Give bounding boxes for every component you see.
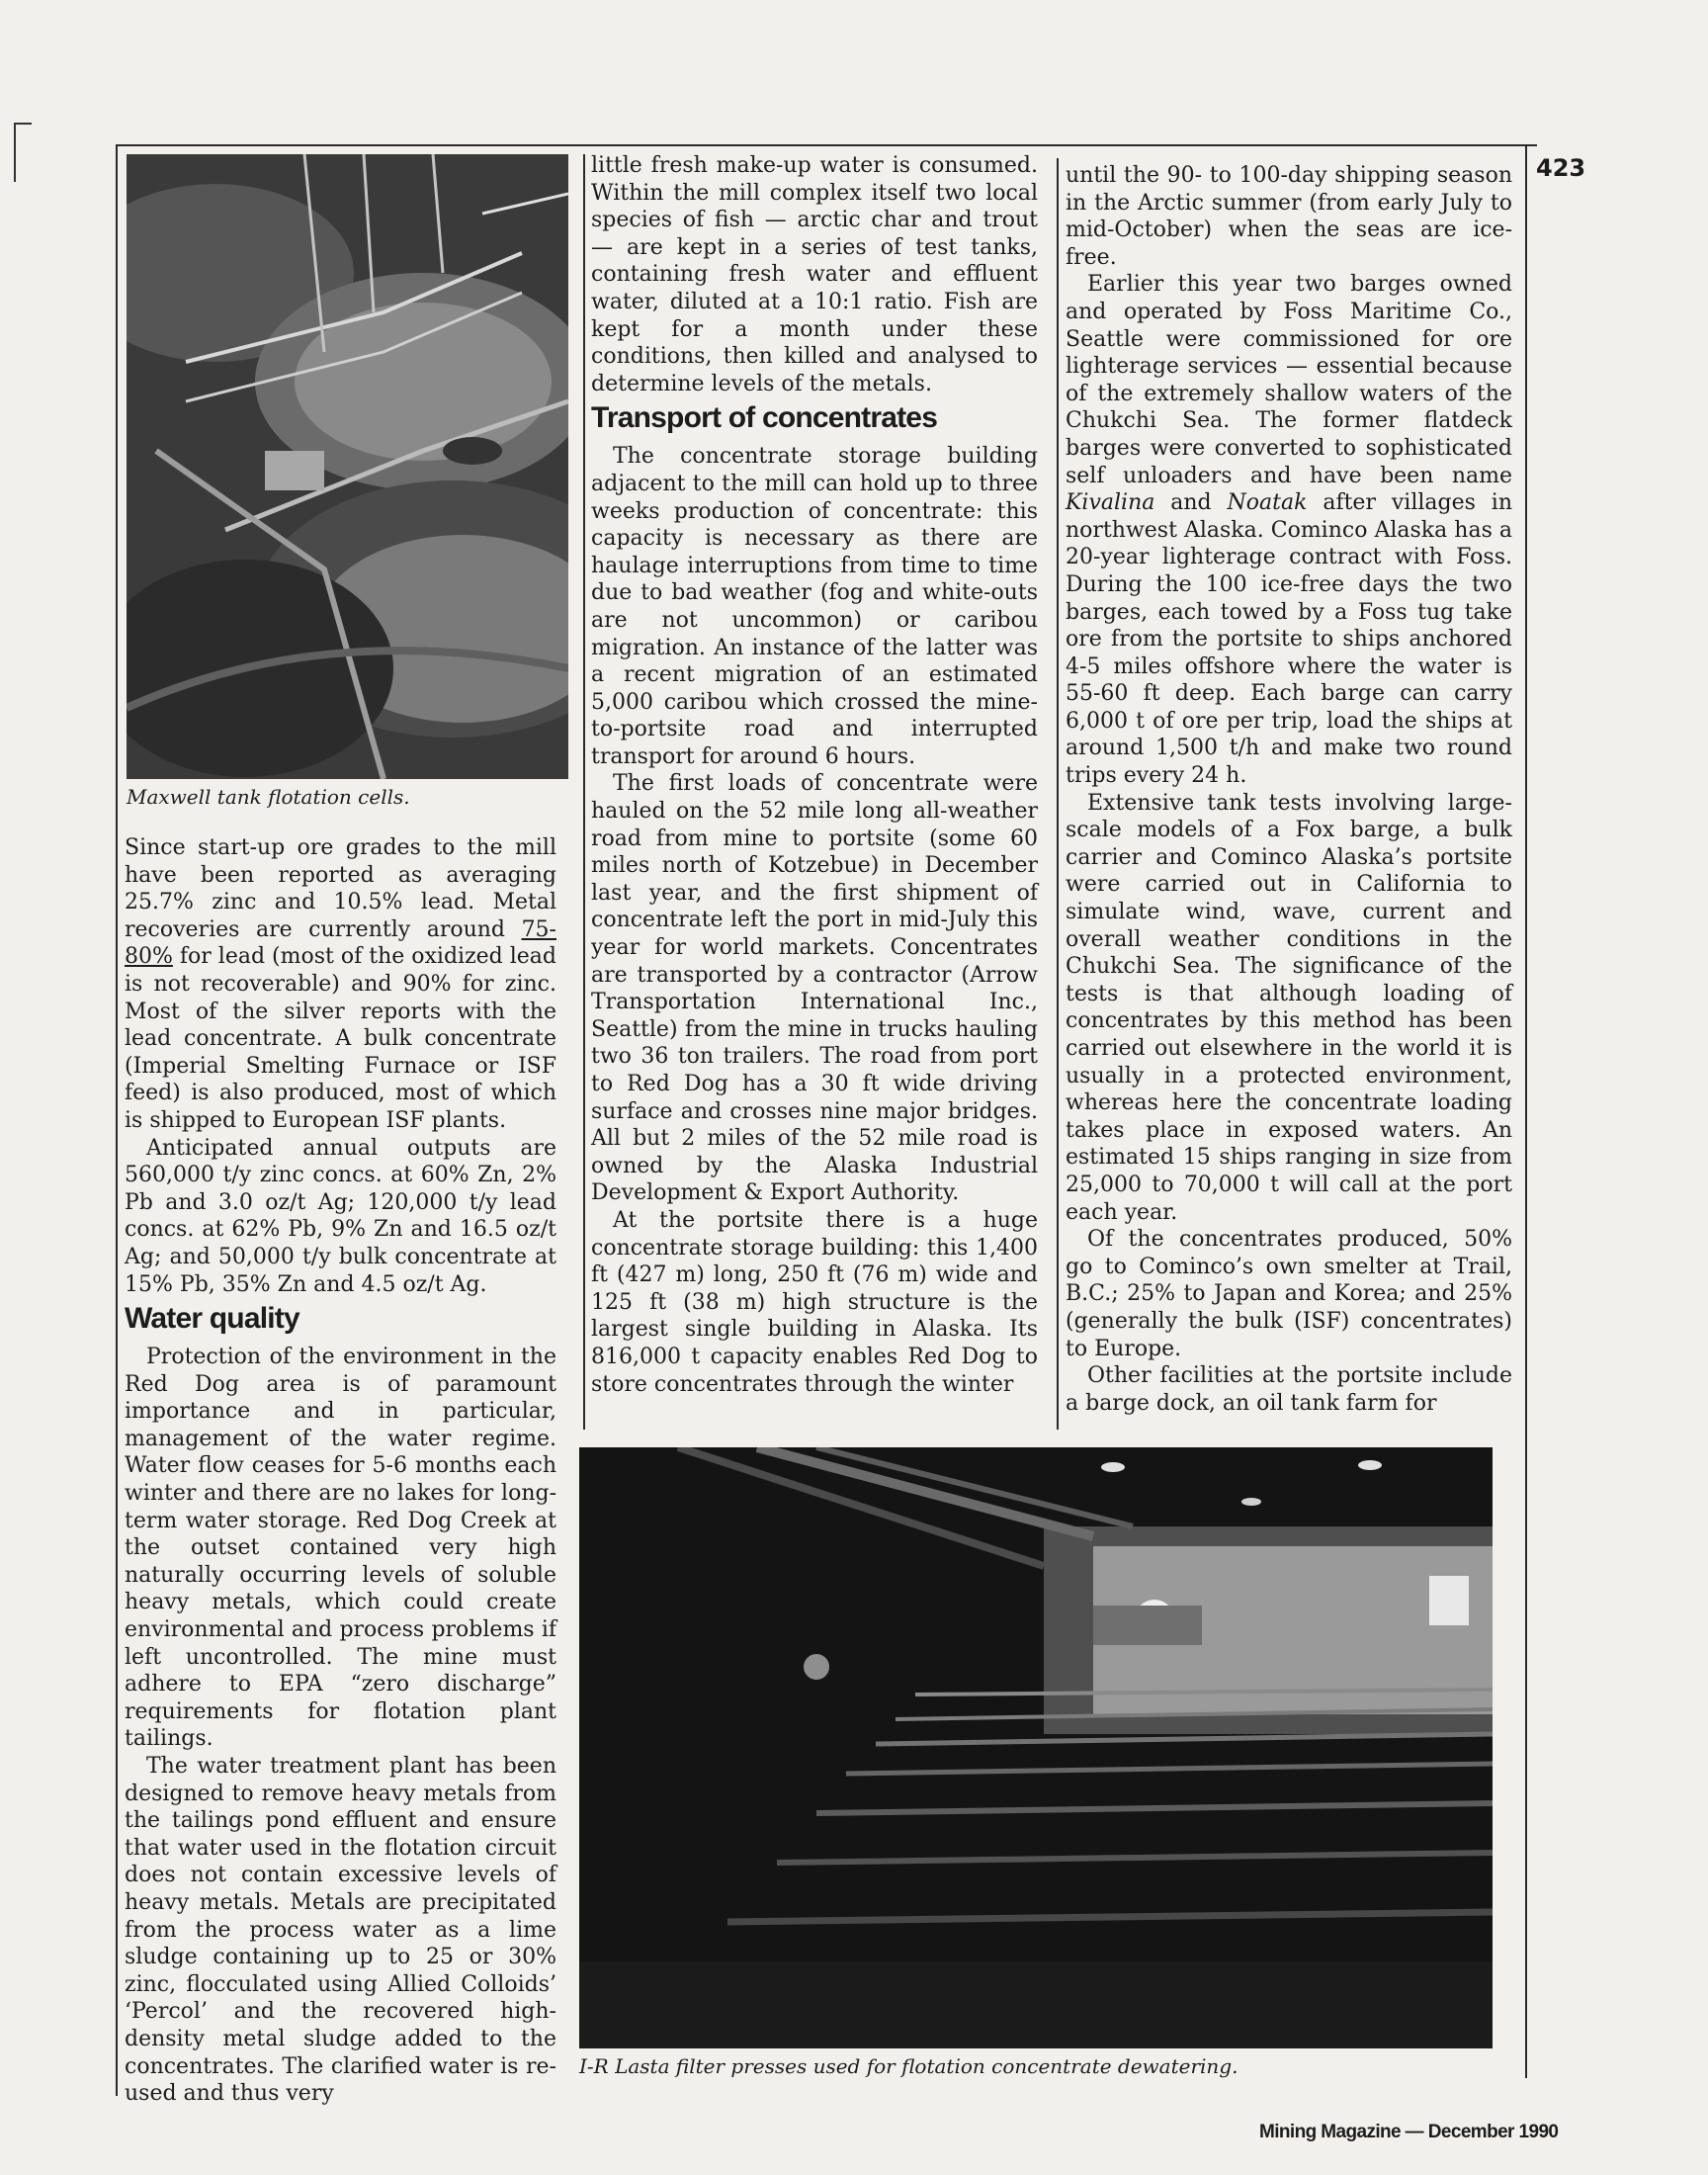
text-column-1 bbox=[125, 834, 556, 2108]
page-edge-mark bbox=[14, 123, 16, 182]
paragraph: Since start-up ore grades to the mill have been reported as averaging 25.7% zinc and 10.5% lead. Metal recoveries are currently around 75-80% for lead (most of the oxidized lead is not recoverable) and 90% for zinc. Most of the silver reports with the lead concentrate. A bulk concentrate (Imperial Smelting Furnace or ISF feed) is also produced, most of which is shipped to European ISF plants. bbox=[125, 835, 557, 1133]
figure-caption-top: Maxwell tank flotation cells. bbox=[127, 785, 410, 809]
section-heading-transport: Transport of concentrates bbox=[591, 401, 938, 435]
text-column-2 bbox=[591, 152, 1038, 1398]
paragraph: The water treatment plant has been designed to remove heavy metals from the tailings pond effluent and ensure that water used in the flotation circuit does not contain excessive levels of heavy metals. Metals are precipitated from the process water as a lime sludge containing up to 25 or 30% zinc, flocculated using Allied Colloids’ ‘Percol’ and the recovered high-density metal sludge added to the concentrates. The clarified water is re-used and thus very bbox=[125, 1754, 556, 2107]
page-number: 423 bbox=[1536, 154, 1586, 182]
frame-rule-right bbox=[1525, 146, 1527, 2078]
frame-rule-top bbox=[117, 144, 1537, 146]
paragraph: Protection of the environment in the Red Dog area is of paramount importance and in particular, management of the water regime. Water flow ceases for 5-6 months each winter and there are no lakes for long-term water storage. Red Dog Creek at the outset contained very high naturally occurring levels of soluble heavy metals, which could create environmental and process problems if left uncontrolled. The mine must adhere to EPA “zero discharge” requirements for flotation plant tailings. bbox=[125, 1345, 556, 1752]
paragraph: Extensive tank tests involving large-scale models of a Fox barge, a bulk carrier and Cominco Alaska’s portsite were carried out in California to simulate wind, wave, current and overall weather conditions in the Chukchi Sea. The significance of the tests is that although loading of concentrates by this method has been carried out elsewhere in the world it is usually in a protected environment, whereas here the concentrate loading takes place in exposed waters. An estimated 15 ships ranging in size from 25,000 to 70,000 t will call at the port each year. bbox=[1066, 790, 1512, 1225]
paragraph: Other facilities at the portsite include a barge dock, an oil tank farm for bbox=[1066, 1363, 1512, 1416]
column-divider-1 bbox=[583, 154, 585, 1430]
paragraph: little fresh make-up water is consumed. Within the mill complex itself two local species of fish — arctic char and trout — are kept in a series of test tanks, containing fresh water and effluent water, diluted at a 10:1 ratio. Fish are kept for a month under these conditions, then killed and analysed to determine levels of the metals. bbox=[591, 153, 1038, 396]
flotation-cells-photo bbox=[127, 154, 568, 779]
text-column-3 bbox=[1066, 162, 1512, 1417]
section-heading-water-quality: Water quality bbox=[125, 1302, 299, 1336]
page-edge-mark-horizontal bbox=[14, 123, 32, 125]
paragraph: Earlier this year two barges owned and operated by Foss Maritime Co., Seattle were commissioned for ore lighterage services — essential because of the extremely shallow waters of the Chukchi Sea. The former flatdeck barges were converted to sophisticated self unloaders and have been name Kivalina and Noatak after villages in northwest Alaska. Cominco Alaska has a 20-year lighterage contract with Foss. During the 100 ice-free days the two barges, each towed by a Foss tug take ore from the portsite to ships anchored 4-5 miles offshore where the water is 55-60 ft deep. Each barge can carry 6,000 t of ore per trip, load the ships at around 1,500 t/h and make two round trips every 24 h. bbox=[1066, 272, 1512, 789]
frame-rule-left bbox=[116, 144, 118, 2096]
paragraph: The first loads of concentrate were hauled on the 52 mile long all-weather road from mine to portsite (some 60 miles north of Kotzebue) in December last year, and the first shipment of concentrate left the port in mid-July this year for world markets. Concentrates are transported by a contractor (Arrow Transportation International Inc., Seattle) from the mine in trucks hauling two 36 ton trailers. The road from port to Red Dog has a 30 ft wide driving surface and crosses nine major bridges. All but 2 miles of the 52 mile road is owned by the Alaska Industrial Development & Export Authority. bbox=[591, 771, 1038, 1206]
paragraph: The concentrate storage building adjacent to the mill can hold up to three weeks production of concentrate: this capacity is necessary as there are haulage interruptions from time to time due to bad weather (fog and white-outs are not uncommon) or caribou migration. An instance of the latter was a recent migration of an estimated 5,000 caribou which crossed the mine-to-portsite road and interrupted transport for around 6 hours. bbox=[591, 444, 1038, 769]
page-footer: Mining Magazine — December 1990 bbox=[1259, 2122, 1559, 2142]
column-divider-2 bbox=[1057, 158, 1059, 1430]
paragraph: Anticipated annual outputs are 560,000 t/y zinc concs. at 60% Zn, 2% Pb and 3.0 oz/t Ag; 120,000 t/y lead concs. at 62% Pb, 9% Zn and 16.5 oz/t Ag; and 50,000 t/y bulk concentrate at 15% Pb, 35% Zn and 4.5 oz/t Ag. bbox=[125, 1135, 556, 1297]
paragraph: At the portsite there is a huge concentrate storage building: this 1,400 ft (427 m) long, 250 ft (76 m) wide and 125 ft (38 m) high structure is the largest single building in Alaska. Its 816,000 t capacity enables Red Dog to store concentrates through the winter bbox=[591, 1207, 1038, 1397]
paragraph: until the 90- to 100-day shipping season in the Arctic summer (from early July to mid-October) when the seas are ice-free. bbox=[1066, 163, 1512, 270]
filter-presses-photo bbox=[579, 1447, 1493, 2048]
paragraph: Of the concentrates produced, 50% go to Cominco’s own smelter at Trail, B.C.; 25% to Japan and Korea; and 25% (generally the bulk (ISF) concentrates) to Europe. bbox=[1066, 1227, 1512, 1361]
figure-caption-bottom: I-R Lasta filter presses used for flotation concentrate dewatering. bbox=[579, 2054, 1238, 2078]
